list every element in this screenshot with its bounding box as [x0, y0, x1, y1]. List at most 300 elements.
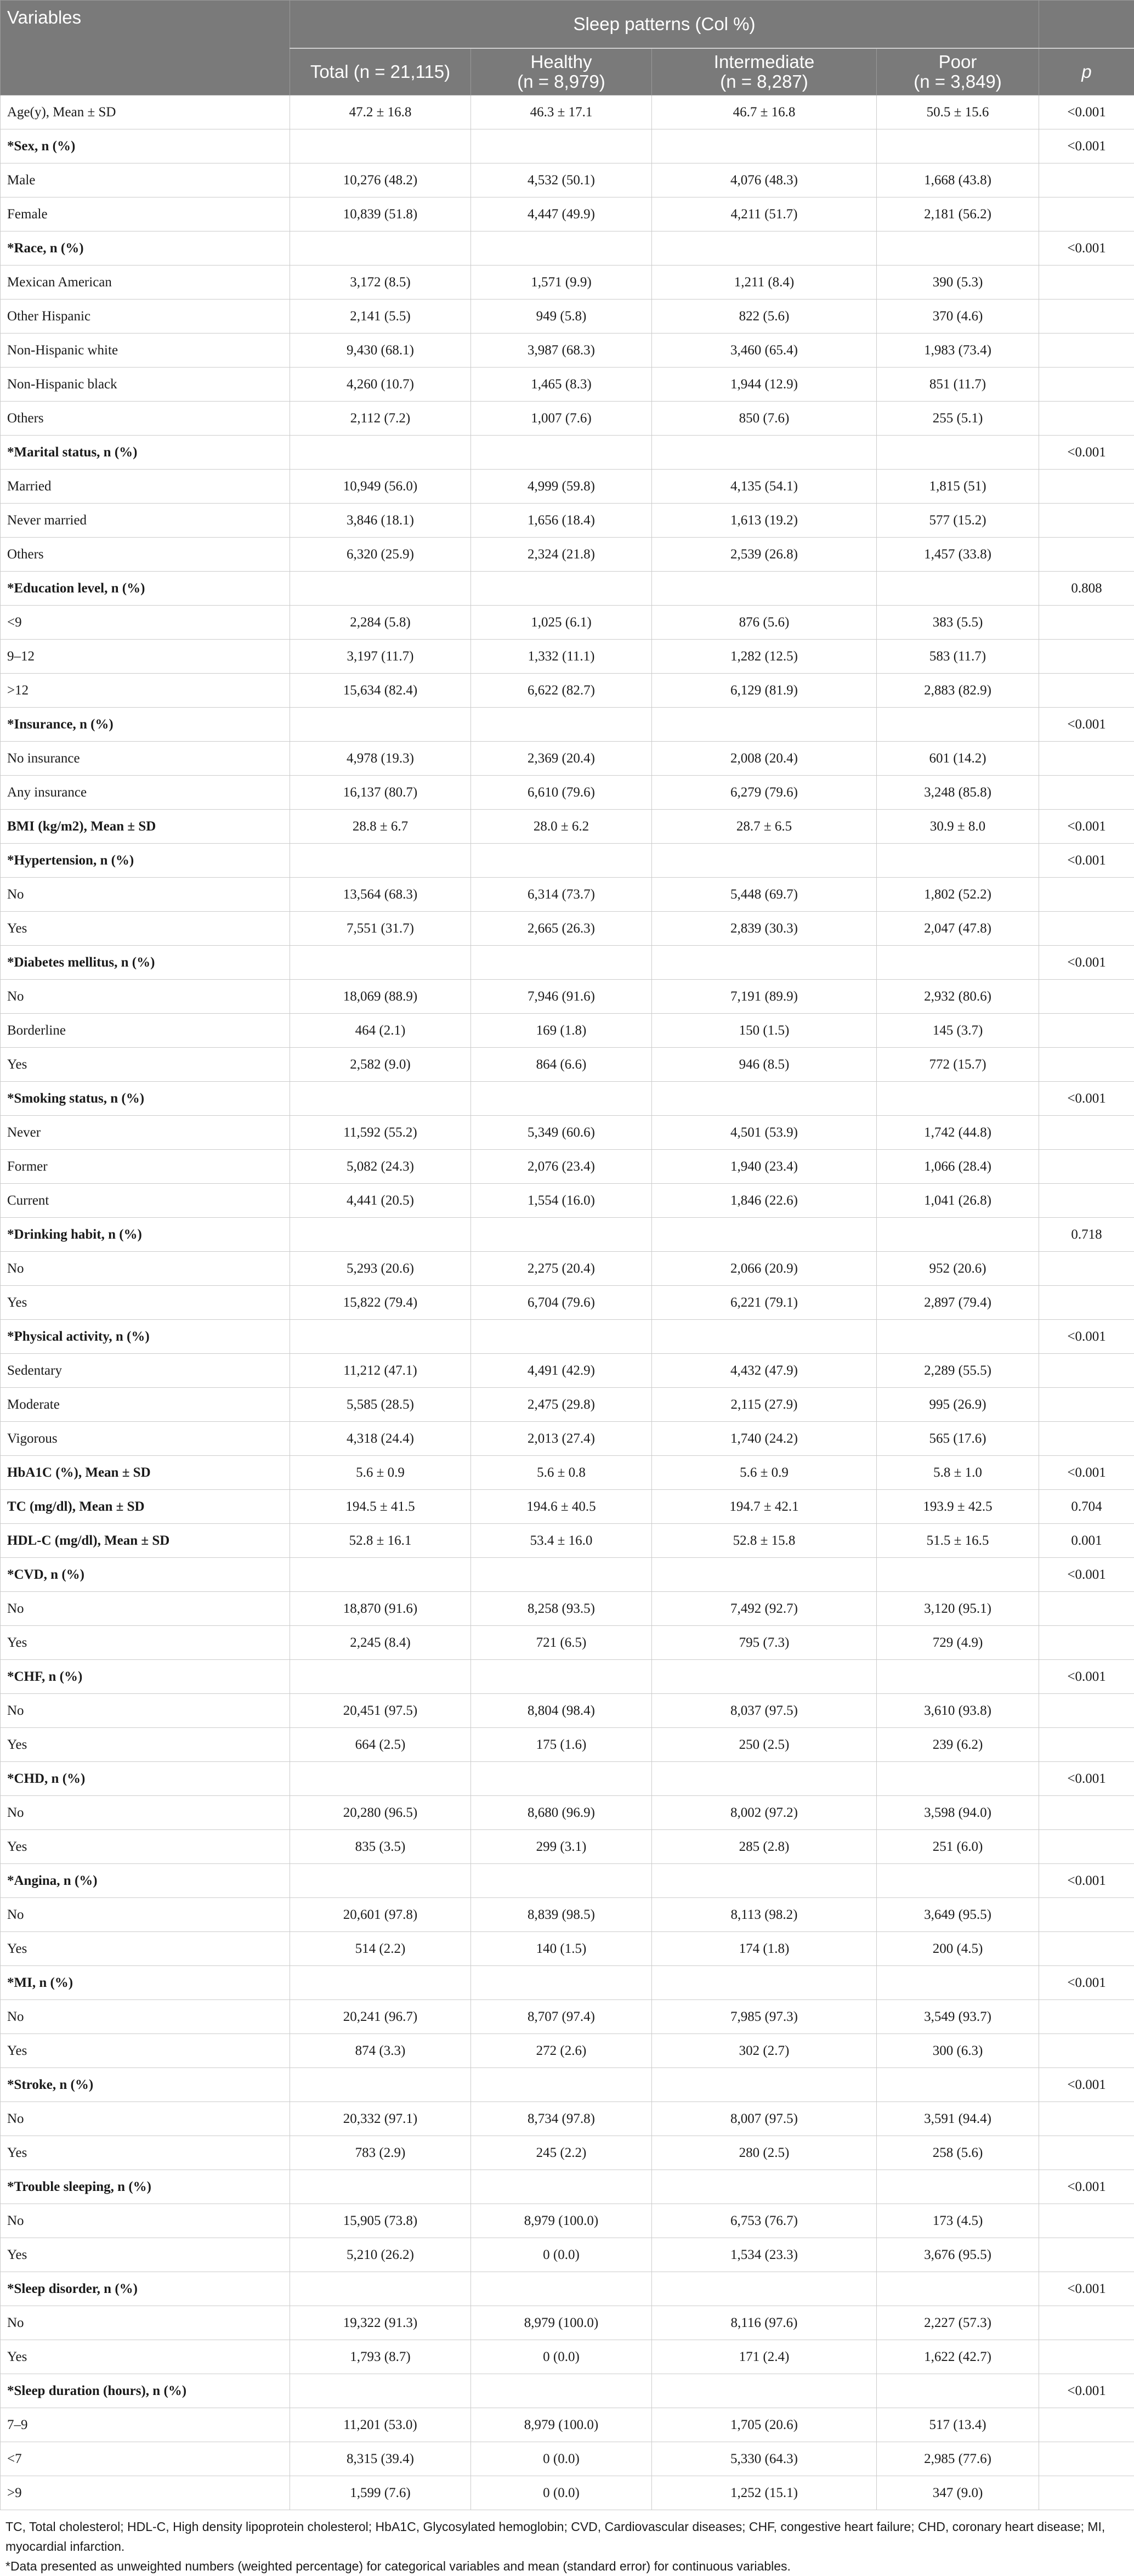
poor-cell: 2,985 (77.6)	[877, 2442, 1039, 2476]
healthy-cell: 6,704 (79.6)	[471, 1286, 652, 1320]
row-label: *Physical activity, n (%)	[1, 1320, 290, 1354]
p-value-cell: <0.001	[1039, 2068, 1134, 2102]
row-label: Current	[1, 1184, 290, 1218]
healthy-cell	[471, 436, 652, 470]
row-label: No	[1, 980, 290, 1014]
row-label: Female	[1, 197, 290, 231]
row-label: No insurance	[1, 742, 290, 776]
healthy-cell: 5,349 (60.6)	[471, 1116, 652, 1150]
total-cell: 18,870 (91.6)	[290, 1592, 471, 1626]
healthy-cell: 169 (1.8)	[471, 1014, 652, 1048]
p-value-cell	[1039, 2408, 1134, 2442]
healthy-cell: 245 (2.2)	[471, 2136, 652, 2170]
p-value-cell	[1039, 674, 1134, 708]
healthy-cell: 8,804 (98.4)	[471, 1694, 652, 1728]
healthy-cell: 1,571 (9.9)	[471, 265, 652, 300]
p-value-cell	[1039, 1252, 1134, 1286]
intermediate-cell	[652, 946, 877, 980]
total-cell: 4,318 (24.4)	[290, 1422, 471, 1456]
intermediate-cell: 302 (2.7)	[652, 2034, 877, 2068]
healthy-cell: 2,324 (21.8)	[471, 538, 652, 572]
table-row	[1, 197, 1134, 231]
total-cell: 28.8 ± 6.7	[290, 810, 471, 844]
healthy-cell: 5.6 ± 0.8	[471, 1456, 652, 1490]
intermediate-cell	[652, 1558, 877, 1592]
intermediate-column-header	[652, 48, 877, 95]
poor-cell: 1,622 (42.7)	[877, 2340, 1039, 2374]
row-label: No	[1, 2204, 290, 2238]
total-cell: 664 (2.5)	[290, 1728, 471, 1762]
poor-cell	[877, 946, 1039, 980]
row-label: *Hypertension, n (%)	[1, 844, 290, 878]
row-label: No	[1, 1796, 290, 1830]
p-value-cell: <0.001	[1039, 1320, 1134, 1354]
intermediate-cell: 280 (2.5)	[652, 2136, 877, 2170]
total-cell: 52.8 ± 16.1	[290, 1524, 471, 1558]
row-label: Vigorous	[1, 1422, 290, 1456]
row-label: No	[1, 2306, 290, 2340]
intermediate-cell: 8,037 (97.5)	[652, 1694, 877, 1728]
total-cell: 15,905 (73.8)	[290, 2204, 471, 2238]
poor-cell: 2,227 (57.3)	[877, 2306, 1039, 2340]
poor-cell: 3,610 (93.8)	[877, 1694, 1039, 1728]
poor-cell: 1,802 (52.2)	[877, 878, 1039, 912]
row-label: Yes	[1, 2238, 290, 2272]
intermediate-cell: 1,846 (22.6)	[652, 1184, 877, 1218]
row-label: *Race, n (%)	[1, 231, 290, 265]
p-value-column-header: p	[1039, 48, 1134, 95]
table-row	[1, 1694, 1134, 1728]
healthy-cell	[471, 572, 652, 606]
p-value-cell: <0.001	[1039, 1762, 1134, 1796]
intermediate-cell: 1,613 (19.2)	[652, 504, 877, 538]
p-value-cell	[1039, 265, 1134, 300]
table-row	[1, 2136, 1134, 2170]
poor-cell: 1,983 (73.4)	[877, 334, 1039, 368]
total-cell: 1,599 (7.6)	[290, 2476, 471, 2510]
table-section-row	[1, 810, 1134, 844]
total-cell	[290, 1966, 471, 2000]
total-cell: 194.5 ± 41.5	[290, 1490, 471, 1524]
intermediate-cell: 5.6 ± 0.9	[652, 1456, 877, 1490]
intermediate-cell: 2,539 (26.8)	[652, 538, 877, 572]
healthy-cell: 6,610 (79.6)	[471, 776, 652, 810]
healthy-cell: 8,680 (96.9)	[471, 1796, 652, 1830]
healthy-cell: 4,447 (49.9)	[471, 197, 652, 231]
p-value-cell	[1039, 402, 1134, 436]
healthy-cell	[471, 2272, 652, 2306]
poor-cell: 2,047 (47.8)	[877, 912, 1039, 946]
intermediate-cell: 6,129 (81.9)	[652, 674, 877, 708]
intermediate-cell: 4,501 (53.9)	[652, 1116, 877, 1150]
poor-cell: 1,457 (33.8)	[877, 538, 1039, 572]
intermediate-cell: 1,940 (23.4)	[652, 1150, 877, 1184]
p-value-cell	[1039, 1592, 1134, 1626]
total-cell: 3,172 (8.5)	[290, 265, 471, 300]
total-cell	[290, 2272, 471, 2306]
table-section-row	[1, 231, 1134, 265]
total-cell	[290, 1082, 471, 1116]
row-label: *CVD, n (%)	[1, 1558, 290, 1592]
intermediate-cell	[652, 844, 877, 878]
poor-cell: 3,649 (95.5)	[877, 1898, 1039, 1932]
healthy-cell	[471, 2068, 652, 2102]
healthy-cell: 8,979 (100.0)	[471, 2306, 652, 2340]
table-row	[1, 1388, 1134, 1422]
p-value-cell	[1039, 1694, 1134, 1728]
healthy-cell: 6,622 (82.7)	[471, 674, 652, 708]
p-value-cell	[1039, 504, 1134, 538]
healthy-cell: 53.4 ± 16.0	[471, 1524, 652, 1558]
total-cell	[290, 572, 471, 606]
table-row	[1, 368, 1134, 402]
p-value-cell	[1039, 1422, 1134, 1456]
intermediate-cell: 250 (2.5)	[652, 1728, 877, 1762]
total-cell: 47.2 ± 16.8	[290, 95, 471, 129]
p-value-cell: <0.001	[1039, 1660, 1134, 1694]
poor-cell	[877, 2272, 1039, 2306]
p-value-cell	[1039, 2442, 1134, 2476]
poor-cell: 370 (4.6)	[877, 300, 1039, 334]
table-row	[1, 1898, 1134, 1932]
healthy-cell	[471, 708, 652, 742]
intermediate-cell: 795 (7.3)	[652, 1626, 877, 1660]
total-cell: 2,112 (7.2)	[290, 402, 471, 436]
total-cell	[290, 1864, 471, 1898]
row-label: 7–9	[1, 2408, 290, 2442]
total-cell: 6,320 (25.9)	[290, 538, 471, 572]
table-section-row	[1, 1660, 1134, 1694]
poor-cell: 729 (4.9)	[877, 1626, 1039, 1660]
p-value-cell: 0.704	[1039, 1490, 1134, 1524]
p-value-cell	[1039, 2000, 1134, 2034]
p-value-cell	[1039, 470, 1134, 504]
total-cell: 15,822 (79.4)	[290, 1286, 471, 1320]
row-label: *Sex, n (%)	[1, 129, 290, 163]
poor-cell: 258 (5.6)	[877, 2136, 1039, 2170]
healthy-cell: 6,314 (73.7)	[471, 878, 652, 912]
table-section-row	[1, 2170, 1134, 2204]
poor-cell: 3,248 (85.8)	[877, 776, 1039, 810]
poor-cell: 255 (5.1)	[877, 402, 1039, 436]
intermediate-cell	[652, 231, 877, 265]
p-value-cell: <0.001	[1039, 946, 1134, 980]
row-label: Never	[1, 1116, 290, 1150]
poor-cell	[877, 844, 1039, 878]
healthy-cell: 1,332 (11.1)	[471, 640, 652, 674]
table-row	[1, 470, 1134, 504]
healthy-cell: 2,013 (27.4)	[471, 1422, 652, 1456]
table-section-row	[1, 2272, 1134, 2306]
table-row	[1, 2340, 1134, 2374]
p-value-cell	[1039, 742, 1134, 776]
total-cell: 5,082 (24.3)	[290, 1150, 471, 1184]
total-cell: 19,322 (91.3)	[290, 2306, 471, 2340]
row-label: Non-Hispanic white	[1, 334, 290, 368]
intermediate-cell: 52.8 ± 15.8	[652, 1524, 877, 1558]
total-cell: 13,564 (68.3)	[290, 878, 471, 912]
row-label: Yes	[1, 2136, 290, 2170]
poor-cell	[877, 572, 1039, 606]
p-value-cell	[1039, 1286, 1134, 1320]
table-section-row	[1, 436, 1134, 470]
table-row	[1, 2000, 1134, 2034]
table-section-row	[1, 129, 1134, 163]
row-label: Yes	[1, 2034, 290, 2068]
intermediate-cell: 46.7 ± 16.8	[652, 95, 877, 129]
intermediate-cell: 876 (5.6)	[652, 606, 877, 640]
intermediate-cell	[652, 2170, 877, 2204]
poor-cell	[877, 1966, 1039, 2000]
row-label: Moderate	[1, 1388, 290, 1422]
healthy-cell: 2,369 (20.4)	[471, 742, 652, 776]
p-value-cell	[1039, 538, 1134, 572]
healthy-cell: 2,275 (20.4)	[471, 1252, 652, 1286]
total-cell: 9,430 (68.1)	[290, 334, 471, 368]
total-cell: 20,601 (97.8)	[290, 1898, 471, 1932]
poor-cell: 583 (11.7)	[877, 640, 1039, 674]
healthy-cell: 140 (1.5)	[471, 1932, 652, 1966]
row-label: Borderline	[1, 1014, 290, 1048]
poor-cell: 3,598 (94.0)	[877, 1796, 1039, 1830]
p-value-cell: <0.001	[1039, 2170, 1134, 2204]
healthy-cell: 7,946 (91.6)	[471, 980, 652, 1014]
row-label: No	[1, 878, 290, 912]
p-value-cell	[1039, 1354, 1134, 1388]
row-label: *CHD, n (%)	[1, 1762, 290, 1796]
intermediate-cell: 7,191 (89.9)	[652, 980, 877, 1014]
p-value-cell	[1039, 197, 1134, 231]
p-value-cell	[1039, 912, 1134, 946]
table-section-row	[1, 1558, 1134, 1592]
healthy-cell: 8,979 (100.0)	[471, 2408, 652, 2442]
p-value-cell	[1039, 980, 1134, 1014]
p-value-cell	[1039, 606, 1134, 640]
intermediate-cell: 174 (1.8)	[652, 1932, 877, 1966]
row-label: Other Hispanic	[1, 300, 290, 334]
row-label: Yes	[1, 1626, 290, 1660]
p-value-cell	[1039, 1898, 1134, 1932]
total-cell: 835 (3.5)	[290, 1830, 471, 1864]
table-section-row	[1, 1966, 1134, 2000]
table-row	[1, 2306, 1134, 2340]
healthy-cell: 1,656 (18.4)	[471, 504, 652, 538]
row-label: No	[1, 1694, 290, 1728]
intermediate-cell: 285 (2.8)	[652, 1830, 877, 1864]
total-cell: 7,551 (31.7)	[290, 912, 471, 946]
p-value-cell	[1039, 2136, 1134, 2170]
poor-cell: 51.5 ± 16.5	[877, 1524, 1039, 1558]
intermediate-cell	[652, 1218, 877, 1252]
intermediate-cell: 1,944 (12.9)	[652, 368, 877, 402]
poor-cell: 851 (11.7)	[877, 368, 1039, 402]
poor-cell: 300 (6.3)	[877, 2034, 1039, 2068]
p-value-cell	[1039, 1728, 1134, 1762]
total-cell	[290, 1660, 471, 1694]
header-spacer	[1039, 1, 1134, 49]
poor-cell	[877, 1558, 1039, 1592]
total-cell: 10,839 (51.8)	[290, 197, 471, 231]
poor-cell: 193.9 ± 42.5	[877, 1490, 1039, 1524]
table-header	[1, 1, 1134, 95]
poor-cell: 952 (20.6)	[877, 1252, 1039, 1286]
table-section-row	[1, 572, 1134, 606]
healthy-column-header	[471, 48, 652, 95]
intermediate-cell: 150 (1.5)	[652, 1014, 877, 1048]
row-label: Any insurance	[1, 776, 290, 810]
table-row	[1, 1252, 1134, 1286]
intermediate-cell: 2,115 (27.9)	[652, 1388, 877, 1422]
row-label: *MI, n (%)	[1, 1966, 290, 2000]
poor-cell: 2,883 (82.9)	[877, 674, 1039, 708]
total-cell	[290, 1558, 471, 1592]
healthy-cell: 0 (0.0)	[471, 2476, 652, 2510]
abbreviations-footnote: TC, Total cholesterol; HDL-C, High density lipoprotein cholesterol; HbA1C, Glycosylated hemoglobin; CVD, Cardiovascular diseases; CHF, congestive heart failure; CHD, coronary heart disease; MI, myocardial infarction.	[5, 2517, 1129, 2556]
intermediate-cell: 4,432 (47.9)	[652, 1354, 877, 1388]
table-row	[1, 674, 1134, 708]
total-cell	[290, 1218, 471, 1252]
intermediate-cell	[652, 2068, 877, 2102]
total-column-n: (n = 21,115)	[354, 61, 450, 82]
row-label: HbA1C (%), Mean ± SD	[1, 1456, 290, 1490]
intermediate-cell: 1,252 (15.1)	[652, 2476, 877, 2510]
total-cell: 874 (3.3)	[290, 2034, 471, 2068]
poor-cell: 200 (4.5)	[877, 1932, 1039, 1966]
total-cell	[290, 844, 471, 878]
p-value-cell	[1039, 163, 1134, 197]
row-label: *Drinking habit, n (%)	[1, 1218, 290, 1252]
healthy-cell: 8,979 (100.0)	[471, 2204, 652, 2238]
poor-cell: 251 (6.0)	[877, 1830, 1039, 1864]
row-label: Male	[1, 163, 290, 197]
row-label: Never married	[1, 504, 290, 538]
intermediate-cell: 1,534 (23.3)	[652, 2238, 877, 2272]
total-cell	[290, 129, 471, 163]
data-presentation-footnote: *Data presented as unweighted numbers (weighted percentage) for categorical variables and mean (standard error) for continuous variables.	[5, 2556, 1129, 2576]
healthy-cell	[471, 1762, 652, 1796]
row-label: *Stroke, n (%)	[1, 2068, 290, 2102]
poor-cell: 5.8 ± 1.0	[877, 1456, 1039, 1490]
row-label: Others	[1, 538, 290, 572]
total-cell	[290, 231, 471, 265]
poor-cell: 577 (15.2)	[877, 504, 1039, 538]
p-value-cell: <0.001	[1039, 708, 1134, 742]
intermediate-cell	[652, 129, 877, 163]
total-cell: 20,280 (96.5)	[290, 1796, 471, 1830]
healthy-cell: 0 (0.0)	[471, 2442, 652, 2476]
p-value-cell	[1039, 2306, 1134, 2340]
table-row	[1, 1150, 1134, 1184]
poor-cell: 173 (4.5)	[877, 2204, 1039, 2238]
p-value-cell	[1039, 1014, 1134, 1048]
intermediate-cell: 171 (2.4)	[652, 2340, 877, 2374]
healthy-cell: 28.0 ± 6.2	[471, 810, 652, 844]
total-cell: 5.6 ± 0.9	[290, 1456, 471, 1490]
total-cell	[290, 946, 471, 980]
table-section-row	[1, 2068, 1134, 2102]
p-value-cell	[1039, 1150, 1134, 1184]
p-value-cell: <0.001	[1039, 1558, 1134, 1592]
intermediate-cell: 2,008 (20.4)	[652, 742, 877, 776]
row-label: <7	[1, 2442, 290, 2476]
intermediate-cell	[652, 2374, 877, 2408]
intermediate-cell: 8,007 (97.5)	[652, 2102, 877, 2136]
intermediate-cell	[652, 2272, 877, 2306]
table-section-row	[1, 1218, 1134, 1252]
table-row	[1, 912, 1134, 946]
poor-cell: 1,815 (51)	[877, 470, 1039, 504]
total-cell: 20,451 (97.5)	[290, 1694, 471, 1728]
table-row	[1, 1048, 1134, 1082]
table-row	[1, 2204, 1134, 2238]
row-label: 9–12	[1, 640, 290, 674]
p-value-cell	[1039, 1388, 1134, 1422]
p-value-cell: <0.001	[1039, 844, 1134, 878]
intermediate-cell: 7,985 (97.3)	[652, 2000, 877, 2034]
total-cell	[290, 1762, 471, 1796]
healthy-cell	[471, 1320, 652, 1354]
row-label: *Angina, n (%)	[1, 1864, 290, 1898]
healthy-cell	[471, 2374, 652, 2408]
row-label: Yes	[1, 1932, 290, 1966]
intermediate-cell: 1,740 (24.2)	[652, 1422, 877, 1456]
p-value-cell	[1039, 1830, 1134, 1864]
healthy-cell	[471, 1082, 652, 1116]
row-label: Non-Hispanic black	[1, 368, 290, 402]
row-label: Yes	[1, 2340, 290, 2374]
healthy-cell: 2,076 (23.4)	[471, 1150, 652, 1184]
healthy-cell: 1,025 (6.1)	[471, 606, 652, 640]
intermediate-cell: 1,282 (12.5)	[652, 640, 877, 674]
intermediate-cell: 3,460 (65.4)	[652, 334, 877, 368]
row-label: *Diabetes mellitus, n (%)	[1, 946, 290, 980]
poor-cell: 239 (6.2)	[877, 1728, 1039, 1762]
healthy-cell: 194.6 ± 40.5	[471, 1490, 652, 1524]
intermediate-cell: 28.7 ± 6.5	[652, 810, 877, 844]
intermediate-cell: 1,211 (8.4)	[652, 265, 877, 300]
total-cell: 5,293 (20.6)	[290, 1252, 471, 1286]
table-section-row	[1, 844, 1134, 878]
poor-cell: 30.9 ± 8.0	[877, 810, 1039, 844]
table-row	[1, 2408, 1134, 2442]
healthy-cell: 721 (6.5)	[471, 1626, 652, 1660]
p-value-cell	[1039, 368, 1134, 402]
poor-cell: 1,041 (26.8)	[877, 1184, 1039, 1218]
p-value-cell: <0.001	[1039, 129, 1134, 163]
p-value-cell: <0.001	[1039, 95, 1134, 129]
poor-cell: 2,181 (56.2)	[877, 197, 1039, 231]
intermediate-cell	[652, 1762, 877, 1796]
total-cell: 4,260 (10.7)	[290, 368, 471, 402]
row-label: Yes	[1, 912, 290, 946]
total-cell	[290, 436, 471, 470]
poor-cell	[877, 708, 1039, 742]
total-cell	[290, 1320, 471, 1354]
table-body	[1, 95, 1134, 2510]
row-label: No	[1, 2102, 290, 2136]
p-value-cell: 0.808	[1039, 572, 1134, 606]
healthy-cell: 8,707 (97.4)	[471, 2000, 652, 2034]
total-cell: 4,978 (19.3)	[290, 742, 471, 776]
table-section-row	[1, 1864, 1134, 1898]
table-row	[1, 980, 1134, 1014]
total-cell: 2,141 (5.5)	[290, 300, 471, 334]
row-label: Former	[1, 1150, 290, 1184]
total-cell: 11,592 (55.2)	[290, 1116, 471, 1150]
table-row	[1, 504, 1134, 538]
row-label: No	[1, 1898, 290, 1932]
total-cell: 11,201 (53.0)	[290, 2408, 471, 2442]
